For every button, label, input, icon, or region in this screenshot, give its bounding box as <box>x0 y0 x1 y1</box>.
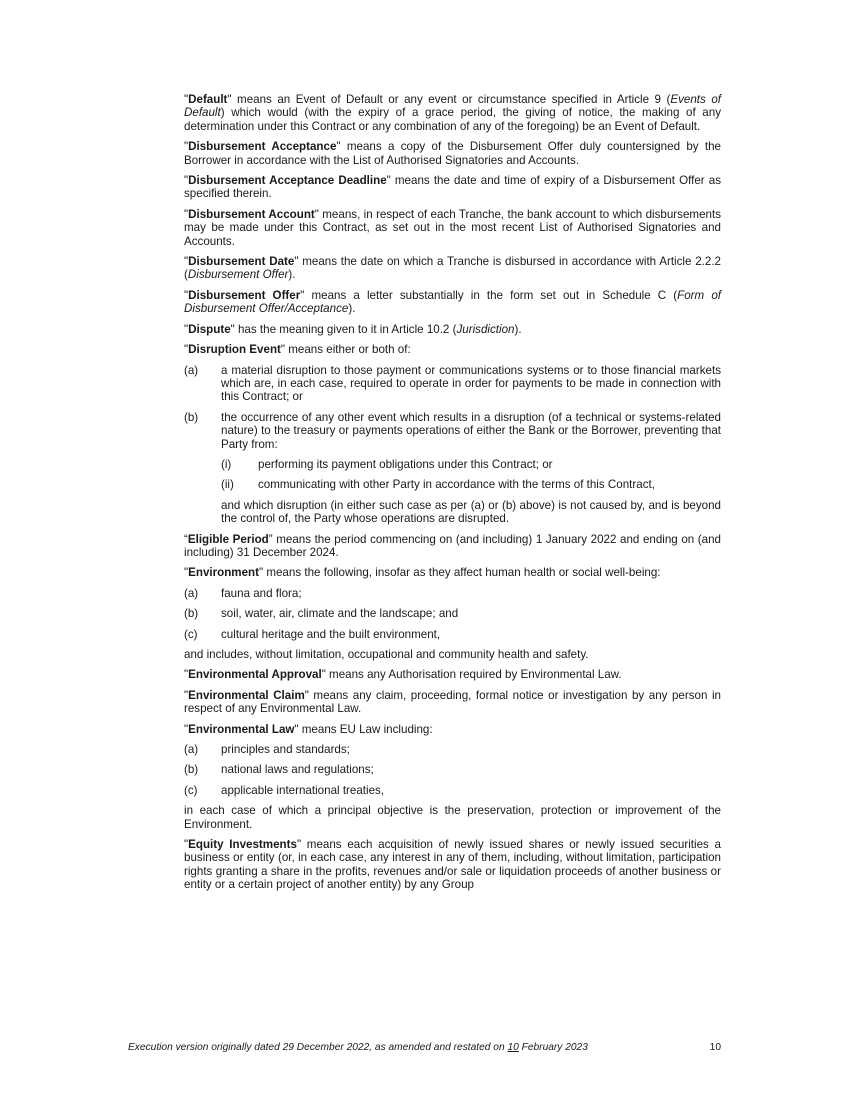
definition-disruption-event: "Disruption Event" means either or both of: <box>184 343 411 357</box>
definition-disbursement-acceptance-deadline: "Disbursement Acceptance Deadline" means the date and time of expiry of a Disbursement Offer as specified therein. <box>184 174 721 201</box>
page-footer <box>128 1042 721 1053</box>
environmental-law-tail: in each case of which a principal objective is the preservation, protection or improvement of the Environment. <box>184 804 721 831</box>
list-item: (a) a material disruption to those payment or communications systems or to those financial markets which are, in each case, required to operate in order for payments to be made in connection with this Contract; or <box>184 363 721 404</box>
definition-eligible-period: “Eligible Period” means the period commencing on (and including) 1 January 2022 and ending on (and including) 31 December 2024. <box>184 532 722 559</box>
definition-default: "Default" means an Event of Default or any event or circumstance specified in Article 9 (Events of Default) which would (with the expiry of a grace period, the giving of notice, the making of any determination under this Contract or any combination of any of the foregoing) be an Event of Default. <box>184 93 721 133</box>
definition-equity-investments: "Equity Investments" means each acquisition of newly issued shares or newly issued securities a business or entity (or, in each case, any interest in any of them, including, without limitation, participation rights granting a share in the profits, revenues and/or sale or liquidation proceeds of another business or entity or a certain project of another entity) by any Group <box>184 838 721 892</box>
definition-environmental-claim: "Environmental Claim" means any claim, proceeding, formal notice or investigation by any person in respect of any Environmental Law. <box>184 688 721 716</box>
disruption-tail: and which disruption (in either such case as per (a) or (b) above) is not caused by, and is beyond the control of, the Party whose operations are disrupted. <box>221 498 721 526</box>
definition-disbursement-acceptance: "Disbursement Acceptance" means a copy of the Disbursement Offer duly countersigned by the Borrower in accordance with the List of Authorised Signatories and Accounts. <box>184 140 721 167</box>
definition-disbursement-offer: "Disbursement Offer" means a letter substantially in the form set out in Schedule C (Form of Disbursement Offer/Acceptance). <box>184 288 721 316</box>
document-body <box>184 93 721 899</box>
environment-tail: and includes, without limitation, occupational and community health and safety. <box>184 648 589 661</box>
footer-version-text: Execution version originally dated 29 December 2022, as amended and restated on 10 February 2023 <box>128 1042 588 1053</box>
list-item: (ii) communicating with other Party in accordance with the terms of this Contract, <box>221 478 655 492</box>
definition-disbursement-account: "Disbursement Account" means, in respect of each Tranche, the bank account to which disbursements may be made under this Contract, as set out in the most recent List of Authorised Signatories and Accounts. <box>184 207 721 248</box>
list-item: (b) national laws and regulations; <box>184 763 374 777</box>
list-item: (c) cultural heritage and the built environment, <box>184 627 441 641</box>
list-item: (i) performing its payment obligations under this Contract; or <box>221 457 553 471</box>
definition-environmental-law: "Environmental Law" means EU Law including: <box>184 722 433 736</box>
definition-environmental-approval: "Environmental Approval" means any Authorisation required by Environmental Law. <box>184 668 622 682</box>
list-item: (b) the occurrence of any other event which results in a disruption (of a technical or systems-related nature) to the treasury or payments operations of either the Bank or the Borrower, preventing that Party from: <box>184 410 721 451</box>
list-item: (a) fauna and flora; <box>184 586 302 600</box>
list-item: (a) principles and standards; <box>184 743 350 757</box>
definition-environment: "Environment" means the following, insofar as they affect human health or social well-being: <box>184 566 661 580</box>
list-item: (b) soil, water, air, climate and the landscape; and <box>184 607 459 621</box>
page-number: 10 <box>709 1042 721 1053</box>
definition-dispute: "Dispute" has the meaning given to it in Article 10.2 (Jurisdiction). <box>184 322 522 336</box>
list-item: (c) applicable international treaties, <box>184 783 385 797</box>
definition-disbursement-date: "Disbursement Date" means the date on which a Tranche is disbursed in accordance with Article 2.2.2 (Disbursement Offer). <box>184 255 721 282</box>
